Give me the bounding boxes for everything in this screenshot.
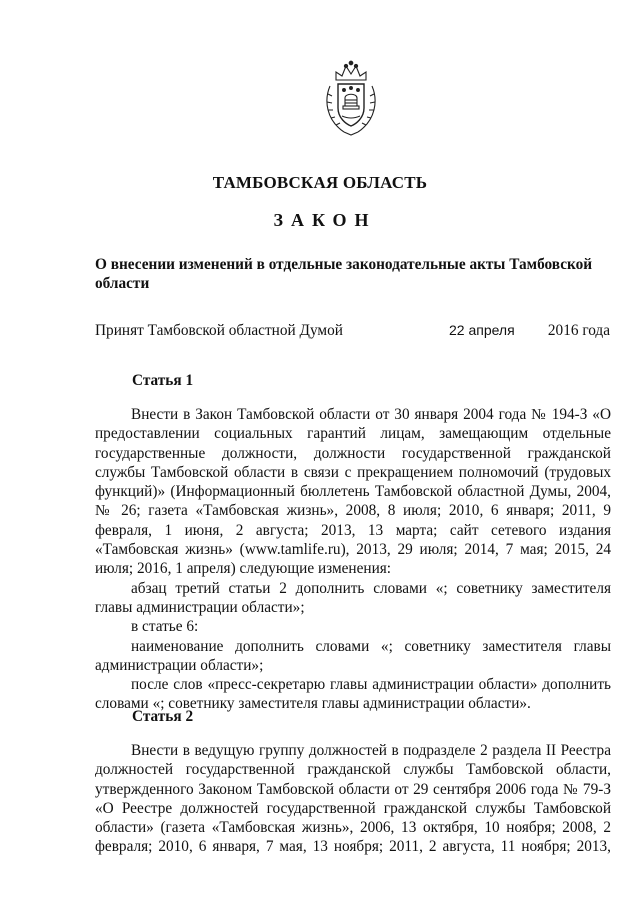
article-1-paragraph: после слов «пресс-секретарю главы администрации области» дополнить словами «; советнику заместителя главы администрации области». <box>95 676 611 713</box>
adoption-date: 22 апреля <box>449 322 515 338</box>
law-title: О внесении изменений в отдельные законодательные акты Тамбовской области <box>95 256 593 292</box>
article-2-body <box>95 741 611 857</box>
document-type: ЗАКОН <box>273 210 377 230</box>
article-1-paragraph: наименование дополнить словами «; советнику заместителя главы администрации области»; <box>95 637 611 674</box>
article-2-heading: Статья 2 <box>132 708 194 725</box>
article-1-heading: Статья 1 <box>132 372 194 389</box>
adopted-by: Принят Тамбовской областной Думой <box>95 322 343 339</box>
tambov-coat-of-arms-icon <box>322 60 380 138</box>
article-1-body <box>95 405 611 714</box>
article-1-paragraph: в статье 6: <box>131 618 199 636</box>
article-2-paragraph: Внести в ведущую группу должностей в подразделе 2 раздела II Реестра должностей государственной гражданской службы Тамбовской области, утвержденного Законом Тамбовской области от 29 сентября 2006 года № 79-З «О Реестре должностей государственной гражданской службы Тамбовской области» (газета «Тамбовская жизнь», 2006, 13 октября, 10 ноября; 2008, 2 февраля; 2010, 6 января, 7 мая, 13 ноября; 2011, 2 августа, 11 ноября; 2013, <box>95 742 611 856</box>
article-1-paragraph: абзац третий статьи 2 дополнить словами «; советнику заместителя главы администрации области»; <box>95 579 611 616</box>
article-1-paragraph: Внести в Закон Тамбовской области от 30 января 2004 года № 194-З «О предоставлении социальных гарантий лицам, замещающим отдельные государственные должности, должности государственной гражданской службы Тамбовской области в связи с прекращением полномочий (трудовых функций)» (Информационный бюллетень Тамбовской областной Думы, 2004, № 26; газета «Тамбовская жизнь», 2008, 8 июля; 2010, 6 января; 2011, 9 февраля, 1 июня, 2 августа; 2013, 13 марта; сайт сетевого издания «Тамбовская жизнь» (www.tamlife.ru), 2013, 29 июля; 2014, 7 мая; 2015, 24 июля; 2016, 1 апреля) следующие изменения: <box>95 406 611 578</box>
adoption-year: 2016 года <box>547 322 610 339</box>
adoption-line <box>95 322 610 342</box>
region-name: ТАМБОВСКАЯ ОБЛАСТЬ <box>212 173 428 192</box>
